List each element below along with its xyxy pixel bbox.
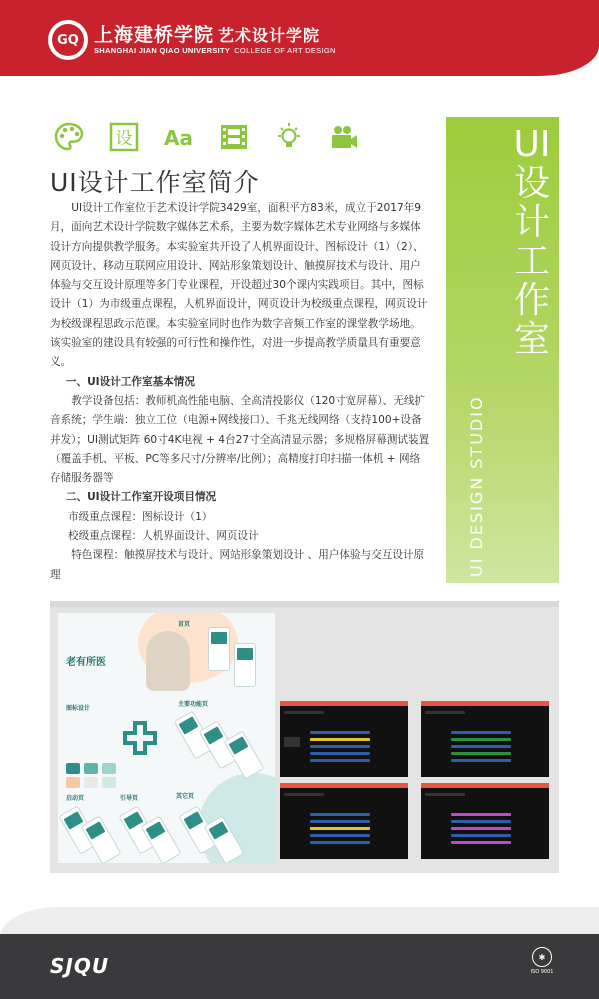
gallery-top-strip [50,601,559,607]
slide-bar [451,759,511,762]
slide-bar [451,752,511,755]
footer-brand: SJQU [50,954,110,978]
board-app-title: 老有所医 [66,657,106,668]
logo-mark: GQ [52,24,84,56]
film-icon [217,120,251,154]
video-camera-icon [327,120,361,154]
color-swatch [102,763,116,774]
slide-bar [451,827,511,830]
board-label-home: 首页 [178,621,191,628]
iso-label: ISO 9001 [530,969,554,975]
section2-heading: 二、UI设计工作室开设项目情况 [65,491,217,504]
article-body [50,199,430,585]
slide-box [284,737,300,747]
banner-title-en: UI DESIGN STUDIO [467,395,486,577]
color-swatch [102,777,116,788]
color-swatch [66,763,80,774]
university-name-en: SHANGHAI JIAN QIAO UNIVERSITY [94,46,231,55]
slide-bar [310,745,370,748]
slide-bar [310,738,370,741]
header-banner [0,0,599,76]
color-swatch [84,763,98,774]
icon-row [52,120,372,154]
course-slide-3 [280,783,408,859]
slide-bar [451,820,511,823]
slide-bar [310,841,370,844]
slide-bar [451,813,511,816]
course-slide-4 [421,783,549,859]
board-label-guide: 引导页 [120,795,139,802]
slide-bar [310,813,370,816]
iso-certification-badge [527,947,557,987]
design-char-icon [107,120,141,154]
studio-banner [446,117,559,583]
city-course-line: 市级重点课程：图标设计（1） [68,510,213,523]
slide-bar [310,752,370,755]
board-label-main: 主要功能页 [178,701,209,708]
slide-header-bar [280,701,408,706]
section1-heading: 一、UI设计工作室基本情况 [65,375,195,388]
slide-bar [310,759,370,762]
lightbulb-icon [272,120,306,154]
footer-divider [0,907,599,937]
university-name-cn: 上海建桥学院 [94,24,215,46]
project-gallery [50,601,559,873]
header-title [94,20,320,47]
slide-bar [310,820,370,823]
slide-bar [451,841,511,844]
banner-title-en-wrap [446,117,559,583]
school-course-line: 校级重点课程：人机界面设计、网页设计 [68,530,259,543]
banner-title-cn: UI设计工作室 [513,124,551,360]
phone-mockup [234,643,256,687]
college-name-en: COLLEGE OF ART DESIGN [234,46,336,55]
page-title: UI设计工作室简介 [50,168,260,197]
slide-bar [451,738,511,741]
college-name-cn: 艺术设计学院 [218,26,321,45]
palette-icon [52,120,86,154]
university-logo [48,20,88,60]
board-label-other: 其它页 [176,793,195,800]
phone-mockup [208,627,230,671]
svg-text:设: 设 [115,129,133,149]
svg-text:Aa: Aa [164,126,193,150]
slide-line [284,711,324,714]
board-label-icons: 图标设计 [66,705,91,712]
slide-bar [451,834,511,837]
color-swatch [66,777,80,788]
slide-line [425,711,465,714]
intro-paragraph: UI设计工作室位于艺术设计学院3429室，面积平方83米，成立于2017年9月，面向艺术设计学院数字媒体艺术系，主要为数字媒体艺术专业网络与多媒体设计方向提供教学服务。本实验室共开设了人机界面设计、图标设计（1）（2）、网页设计、移动互联网应用设计、网站形象策划设计、触摸屏技术与设计、用户体验与交互设计原理等多门专业课程，开设超过30个课内实践项目。其中，图标设计（1）为市级重点课程，人机界面设计，网页设计为校级重点课程，网页设计为校级课程思政示范课。本实验室同时也作为数字音频工作室的课堂教学场地。该实验室的建设具有较强的可行性和操作性，对进一步提高教学质量具有重要意义。 [50,202,428,369]
section1-paragraph: 教学设备包括：教师机高性能电脑、全高清投影仪（120寸宽屏幕）、无线扩音系统；学生端：独立工位（电源+网线接口）、千兆无线网络（支持100+设备并发）；UI测试矩阵 60寸4K电视 + 4台27寸全高清显示器；多规格屏幕测试装置（覆盖手机、平板、PC等多尺寸/分辨率/比例）；高精度打印扫描一体机 + 网络存储服务器等 [50,394,430,485]
slide-line [425,793,465,796]
slide-header-bar [421,783,549,788]
iso-seal-icon: ✱ [532,947,552,967]
footer [0,934,599,999]
design-board-image [58,613,275,863]
slide-bar [310,827,370,830]
slide-bar [451,731,511,734]
slide-header-bar [280,783,408,788]
slide-line [284,793,324,796]
font-icon [162,120,196,154]
elder-portrait [146,631,190,691]
color-swatch [84,777,98,788]
slide-header-bar [421,701,549,706]
course-slide-1 [280,701,408,777]
slide-bar [451,745,511,748]
slide-bar [310,834,370,837]
course-slide-2 [421,701,549,777]
special-course-line: 特色课程：触摸屏技术与设计、网站形象策划设计 、用户体验与交互设计原理 [50,549,425,581]
slide-bar [310,731,370,734]
board-label-launch: 启动页 [66,795,85,802]
header-subtitle [94,46,336,55]
medical-cross-icon [123,721,157,755]
